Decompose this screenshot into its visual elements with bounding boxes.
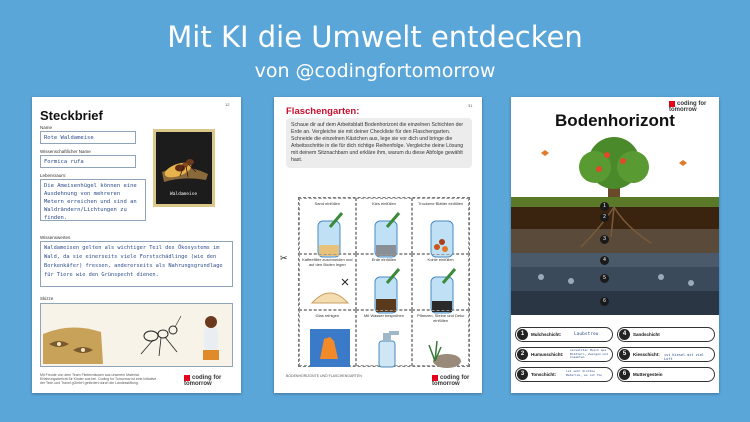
facts-field: Waldameisen gelten als wichtiger Teil des Ökosystems im Wald, da sie einerseits viele Forstschädlinge (wie den Borkenkäfer) fressen, andererseits als Nahrungsgrundlage für Tiere wie den Grünspecht dienen.: [40, 241, 233, 287]
page-title: Mit KI die Umwelt entdecken: [167, 20, 583, 54]
step-card: [412, 254, 469, 310]
legend-answer: zersetzter Mulch aus Blättern, Zweigen und Insekten: [570, 348, 608, 359]
step-card-label: Trockene Blätter einfüllen: [418, 201, 464, 206]
worksheet-bodenhorizont: [511, 97, 719, 393]
legend-name: Humusschicht:: [531, 352, 564, 357]
cleaning-glove-icon: [302, 319, 358, 375]
legend-item: [515, 367, 613, 382]
layer-marker: 1: [600, 202, 609, 211]
step-cards-grid: [298, 197, 470, 367]
photo-caption: Waldameise: [170, 192, 198, 197]
footer-note: Mit Freude von dem Team Fledermäusen aus unserem Material: Erfahrungsbericht für Kinder aus bei. Coding for Tomorrow ist eine Initiative der Tech und Travel gGmbH gefördert durch die Landesstiftung.: [40, 373, 157, 385]
worksheet-title: Steckbrief: [40, 108, 103, 123]
step-card: [356, 310, 413, 366]
step-card-label: Glas reinigen: [315, 313, 340, 318]
legend-number: 5: [619, 349, 630, 360]
scissors-icon: ✂: [280, 253, 288, 263]
spray-bottle-icon: [359, 319, 415, 375]
step-card: [299, 310, 356, 366]
step-card: [412, 198, 469, 254]
brand-logo: [432, 375, 478, 387]
footer-note: BODENHORIZONTE UND FLASCHENGARTEN: [286, 374, 362, 378]
name-field: Rote Waldameise: [40, 131, 136, 144]
layer-marker: 2: [600, 213, 609, 222]
legend-name: Mulchschicht:: [531, 332, 562, 337]
sketch-label: Skizze: [40, 296, 54, 301]
page-number: 12: [225, 102, 230, 107]
step-card: [412, 310, 469, 366]
legend-name: Kiesschicht:: [633, 352, 660, 357]
logo-text: coding for tomorrow: [432, 375, 470, 387]
legend-item: [515, 347, 613, 362]
legend-number: 3: [517, 369, 528, 380]
worksheet-title: Bodenhorizont: [555, 111, 675, 130]
step-card-label: Kaffeefilter zuschneiden und auf den Boden legen: [302, 257, 353, 267]
soil-layers-diagram: [511, 197, 719, 315]
legend-number: 2: [517, 349, 528, 360]
step-card-label: Sand einfüllen: [314, 201, 340, 206]
step-card-label: Kohle einfüllen: [427, 257, 454, 262]
step-card-label: Pflanzen, Steine und Deko einfüllen: [416, 313, 465, 323]
layer-marker: 3: [600, 235, 609, 244]
legend-item: [515, 327, 613, 342]
plants-stones-icon: [415, 321, 471, 377]
step-card-label: Erde einfüllen: [371, 257, 397, 262]
scientific-name-label: Wissenschaftlicher Name: [40, 149, 91, 154]
habitat-field: Die Ameisenhügel können eine Ausdehnung von mehreren Metern erreichen und sind an Waldrändern/Lichtungen zu finden.: [40, 179, 146, 221]
facts-label: Wissenswertes: [40, 235, 71, 240]
step-card-label: Kies einfüllen: [372, 201, 396, 206]
legend-name: Sandschicht: [633, 332, 660, 337]
instructions-text: Schaue dir auf dem Arbeitsblatt Bodenhorizont die einzelnen Schichten der Erde an. Vergleiche sie mit deiner Checkliste für den Flaschengarten. Schneide die einzelnen Kästchen aus, lege sie vor dich und bringe die Arbeitsschritte in die für dich richtige Reihenfolge. Vergleiche deine Lösung mit deinem Sitznachbarn und erkläre ihm, warum du diese Abfolge gewählt hast.: [286, 118, 472, 168]
step-card: [356, 198, 413, 254]
legend-answer: ist Kiesel mit viel Luft: [664, 353, 705, 361]
layer-marker: 4: [600, 256, 609, 265]
legend-name: Tonschicht:: [531, 372, 557, 377]
legend-item: [617, 347, 715, 362]
legend-answer: Laubstreu: [574, 332, 599, 337]
habitat-label: Lebensraum:: [40, 173, 67, 178]
layer-marker: 5: [600, 274, 609, 283]
layer-marker: 6: [600, 297, 609, 306]
step-card-label: Mit Wasser besprühen: [364, 313, 404, 318]
page-subtitle: von @codingfortomorrow: [254, 60, 496, 82]
brand-logo: [184, 375, 236, 387]
worksheet-steckbrief: [32, 97, 241, 393]
logo-text: coding for tomorrow: [669, 101, 707, 113]
soil-layers-drawing: [511, 197, 719, 315]
legend-number: 6: [619, 369, 630, 380]
step-card: [299, 254, 356, 310]
name-label: Name: [40, 125, 53, 130]
legend-number: 4: [619, 329, 630, 340]
logo-text: coding for tomorrow: [184, 375, 222, 387]
worksheet-title: Flaschengarten:: [286, 106, 360, 117]
worksheet-flaschengarten: [274, 97, 482, 393]
sketch-area: [40, 303, 233, 367]
legend-item: [617, 327, 715, 342]
legend-item: [617, 367, 715, 382]
ant-sketch-drawing: [41, 304, 232, 366]
scientific-name-field: Formica rufa: [40, 155, 136, 168]
legend-number: 1: [517, 329, 528, 340]
step-card: [356, 254, 413, 310]
step-card: [299, 198, 356, 254]
page-number: 31: [468, 103, 473, 108]
legend-name: Muttergestein: [633, 372, 663, 377]
legend-answer: ist sehr dichtes Material, es ist Ton: [566, 369, 603, 377]
